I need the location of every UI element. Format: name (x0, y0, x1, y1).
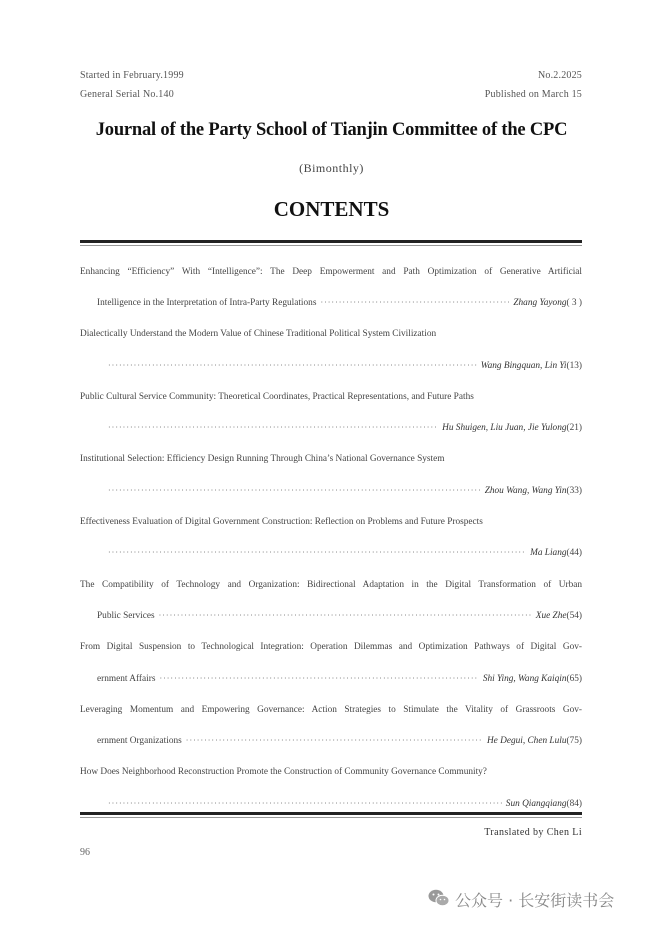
toc-entry-author-line (80, 538, 582, 569)
journal-title: Journal of the Party School of Tianjin Committee of the CPC (95, 120, 568, 140)
entry-title: How Does Neighborhood Reconstruction Promote the Construction of Community Governance Community? (80, 767, 487, 778)
publication-date: Published on March 15 (484, 89, 582, 100)
entry-page: (21) (566, 423, 582, 434)
entry-author: Hu Shuigen, Liu Juan, Jie Yulong (442, 423, 567, 434)
toc-entry-author-line (80, 600, 582, 631)
wechat-icon (428, 889, 450, 911)
entry-page: (33) (566, 485, 582, 496)
table-of-contents (80, 256, 582, 819)
toc-entry-author-line (80, 350, 582, 381)
entry-author: He Degui, Chen Lulu (486, 736, 567, 747)
issue-number: No.2.2025 (537, 70, 582, 81)
translator-credit: Translated by Chen Li (484, 827, 582, 838)
entry-page: (13) (566, 360, 582, 371)
started-date: Started in February.1999 (80, 70, 184, 81)
toc-entry-author-line (80, 412, 582, 443)
dot-leader (108, 416, 438, 440)
entry-author: Ma Liang (530, 548, 567, 559)
toc-entry-title-line (80, 381, 582, 412)
entry-author: Wang Bingquan, Lin Yi (480, 360, 567, 371)
toc-entry-title-line (80, 757, 582, 788)
page-number: 96 (80, 847, 90, 858)
entry-page: ( 3 ) (566, 297, 582, 308)
entry-title-continuation: ernment Organizations (97, 736, 182, 747)
toc-entry-author-line (80, 475, 582, 506)
entry-author: Xue Zhe (535, 610, 567, 621)
toc-entry-title-line (80, 569, 582, 600)
dot-leader (159, 604, 532, 628)
entry-title: Dialectically Understand the Modern Value of Chinese Traditional Political System Civilization (80, 329, 437, 340)
toc-entry-title-line (80, 694, 582, 725)
toc-entry-author-line (80, 725, 582, 756)
toc-entry-author-line (80, 287, 582, 318)
entry-title: Enhancing “Efficiency” With “Intelligence”: The Deep Empowerment and Path Optimization of Generative Artificial (80, 266, 582, 277)
dot-leader (320, 291, 509, 315)
general-serial: General Serial No.140 (80, 89, 174, 100)
entry-title-continuation: ernment Affairs (97, 673, 156, 684)
toc-entry-title-line (80, 319, 582, 350)
entry-author: Zhang Yayong (513, 297, 567, 308)
entry-title-continuation: Intelligence in the Interpretation of Intra-Party Regulations (97, 297, 317, 308)
dot-leader (159, 667, 478, 691)
toc-entry-author-line (80, 663, 582, 694)
dot-leader (108, 479, 481, 503)
dot-leader (108, 541, 526, 565)
entry-title-continuation: Public Services (97, 610, 155, 621)
entry-title: The Compatibility of Technology and Organization: Bidirectional Adaptation in the Digital Transformation of Urban (80, 579, 582, 590)
toc-entry-title-line (80, 632, 582, 663)
entry-author: Shi Ying, Wang Kaiqin (482, 673, 567, 684)
toc-entry-title-line (80, 256, 582, 287)
entry-title: Leveraging Momentum and Empowering Governance: Action Strategies to Stimulate the Vitality of Grassroots Gov- (80, 704, 582, 715)
entry-author: Zhou Wang, Wang Yin (484, 485, 567, 496)
contents-heading: CONTENTS (273, 197, 390, 221)
dot-leader (108, 354, 477, 378)
bottom-double-rule (80, 812, 582, 818)
dot-leader (186, 729, 483, 753)
top-double-rule (80, 240, 582, 246)
frequency: (Bimonthly) (299, 161, 364, 175)
toc-entry-title-line (80, 444, 582, 475)
entry-page: (44) (566, 548, 582, 559)
watermark-text: 公众号 · 长安街读书会 (455, 891, 615, 910)
toc-entry-title-line (80, 506, 582, 537)
entry-author: Sun Qiangqiang (505, 798, 567, 809)
entry-title: From Digital Suspension to Technological Integration: Operation Dilemmas and Optimization Pathways of Digital Gov- (80, 642, 582, 653)
entry-page: (54) (566, 610, 582, 621)
entry-page: (84) (566, 798, 582, 809)
entry-title: Institutional Selection: Efficiency Design Running Through China’s National Governance System (80, 454, 445, 465)
entry-title: Public Cultural Service Community: Theoretical Coordinates, Practical Representations, and Future Paths (80, 391, 474, 402)
entry-page: (75) (566, 736, 582, 747)
watermark (428, 888, 614, 911)
entry-page: (65) (566, 673, 582, 684)
entry-title: Effectiveness Evaluation of Digital Government Construction: Reflection on Problems and Future Prospects (80, 517, 483, 528)
